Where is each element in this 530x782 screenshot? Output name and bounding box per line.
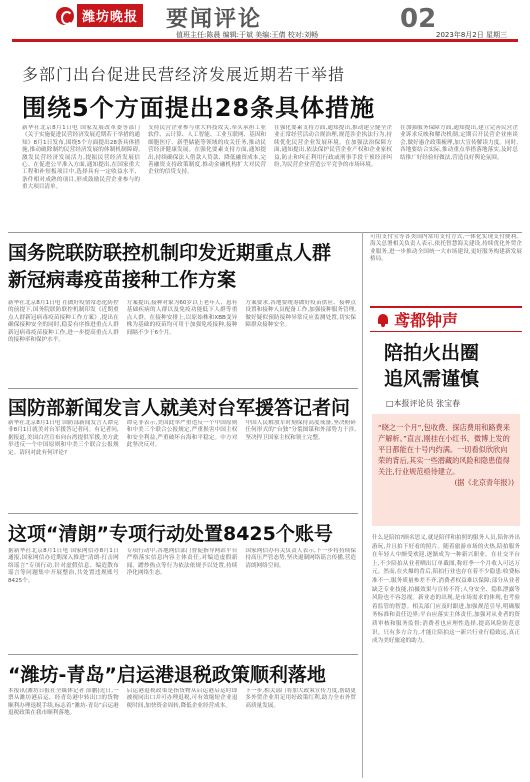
article5-headline: “潍坊-青岛”启运港退税政策顺利落地 bbox=[8, 664, 326, 686]
editorial-body: 什么是陪拍?顾名思义,就是陪伴和拍照的服务人员,陪你外出游玩,并且拍下好看的照片。随着旅游市场的火热,陪拍服务在年轻人中颇受欢迎,逐渐成为一种新兴职业。在社交平台上,不少陪拍从业者晒出订单截图,称旺季一个月收入可达万元。然而,在火爆的背后,陪拍行业也存在着不少隐患:收费标准不一,服务质量参差不齐,消费者权益难以保障;部分从业者缺乏专业技能,拍摄效果与宣传不符;人身安全、隐私泄露等风险也不容忽视。新业态的出现,是市场需求的体现,也考验着监管的智慧。相关部门应及时跟进,加强规范引导,明确服务标准和责任边界;平台应落实主体责任,加强对从业者的资质审核和服务监督;消费者也应理性选择,提高风险防范意识。只有多方合力,才能让陪拍这一新兴行业行稳致远,真正成为美好旅途的助力。 bbox=[372, 535, 520, 645]
article5-body bbox=[8, 688, 356, 778]
article4-body-col: 据新华社北京8月1日电 国家网信办8月1日通报,国家网信办近期深入推进“清朗·打击网络谣言”专项行动,针对虚假信息、编造散布谣言等问题集中开展整治,共处置违规账号8425个。 bbox=[8, 548, 119, 584]
lead-body-col: 在加强服务保障方面,通知提出,建立完善民营企业诉求反映和解决机制,定期召开民营企业座谈会,做好惠企政策梳理,加大宣传解读力度。同时,各地要结合实际,推动重点举措落地落实,及时总结推广好经验好做法,营造良好舆论氛围。 bbox=[400, 125, 518, 161]
lead-body-col: 新华社北京8月1日电 国家发展改革委等部门《关于实施促进民营经济发展近期若干举措的通知》8月1日发布,围绕5个方面提出28条具体措施,推动破除制约民营经济发展的体制机制障碍,激发民营经济发展活力,提振民营经济发展信心。在促进公平准入方面,通知提出,在国家重大工程和补短板项目中,选择具有一定收益水平、条件相对成熟的项目,形成鼓励民营企业参与的重大项目清单。 bbox=[22, 125, 140, 191]
masthead bbox=[0, 0, 530, 44]
article2-headline-line2: 新冠病毒疫苗接种工作方案 bbox=[8, 269, 237, 291]
column-divider bbox=[362, 232, 363, 778]
section-divider bbox=[8, 654, 358, 655]
editor-credits: 值班主任:陈晨 编辑:于斌 美编:王倩 校对:刘畅 bbox=[176, 31, 319, 39]
column-name: 鸢都钟声 bbox=[394, 311, 459, 330]
lead-body-col: 在强化要素支持方面,通知提出,推动建立健全企业正常经营活动合规治理,规范涉企执法行为,持续优化民营企业发展环境。在加强法治保障方面,通知提出,依法保护民营企业产权和企业家权益,防止和纠正利用行政或刑事手段干预经济纠纷,为民营企业营造公平竞争的市场环境。 bbox=[274, 125, 392, 169]
pull-quote-text: “晓之一个月”,包收费、探店费用和路费来产解析。”直言,刚挂在小红书、微博上发的平日都能在十号内约满。一切看似欣欣向荣的背后,其实一些潜藏的风险和隐患值得关注,行业规范亟待建立。 bbox=[378, 423, 510, 476]
column-banner bbox=[370, 306, 522, 332]
article3-body-col: 谭克非表示,美国此举严重违反一个中国原则和中美三个联合公报规定,严重损害中国主权和安全利益,严重破坏台海和平稳定。中方对此坚决反对。 bbox=[126, 420, 238, 449]
article5-body-col: 启运港退税政策是指货物从启运港启运时即被视同出口并可办理退税,可有效缩短企业退税时间,加快资金周转,降低企业经营成本。 bbox=[126, 688, 238, 709]
editorial-headline-line2: 追风需谨慎 bbox=[384, 368, 480, 390]
article4-body-col: 专项行动中,各地网信部门督促指导网站平台严格落实信息内容主体责任,对编造虚假新闻、蹭炒热点等行为依法依规予以处置,持续净化网络生态。 bbox=[126, 548, 238, 577]
logo-text: 潍坊晚报 bbox=[77, 4, 143, 27]
pull-quote-source: (据《北京青年报》) bbox=[454, 478, 514, 487]
article3-body-col: 中国人民解放军时刻保持高度戒备,坚决粉碎任何形式的“台独”分裂图谋和外部势力干涉,坚决捍卫国家主权和领土完整。 bbox=[245, 420, 357, 441]
lead-kicker: 多部门出台促进民营经济发展近期若干举措 bbox=[22, 65, 346, 84]
article4-body-col: 国家网信办有关负责人表示,下一步将持续保持高压严管态势,坚决遏制网络谣言传播,营造清朗网络空间。 bbox=[245, 548, 357, 569]
editorial-byline: □本报评论员 张宝春 bbox=[386, 399, 461, 408]
article5-body-col: 本报讯(潍坊日报社全媒体记者 薛鹏)近日,一票从潍坊港启运、经青岛港中转出口的货物顺利办理退税手续,标志着“潍坊-青岛”启运港退税政策在我市顺利落地。 bbox=[8, 688, 119, 717]
article2-body-col: 方案提出,接种对象为60岁以上老年人、患有基础疾病的人群以及免疫功能低下人群等重点人群。在接种安排上,以原始株和XBB变异株为基础的疫苗均可用于加强免疫接种,接种间隔不少于6个月。 bbox=[126, 300, 238, 336]
article2-body-col: 方案要求,各地要统筹做好疫苗供应、接种点设置和接种人员配备工作,加强接种服务管理,做好疑似预防接种异常反应监测处置,切实保障群众接种安全。 bbox=[245, 300, 357, 329]
article3-body-col: 新华社北京8月1日电 国防部新闻发言人谭克非8月1日就美对台军援答记者问。有记者问,据报道,美国白宫宣布向台湾提供军援,美方此举违反一个中国原则和中美三个联合公报规定。请问对此有何评论? bbox=[8, 420, 119, 456]
article2-headline-line1: 国务院联防联控机制印发近期重点人群 bbox=[8, 242, 332, 264]
logo-mark-icon bbox=[56, 7, 74, 25]
article4-headline: 这项“清朗”专项行动处置8425个账号 bbox=[8, 523, 333, 545]
article2-body-col: 新华社北京8月1日电 在做好疫情常态化防控的前提下,国务院联防联控机制印发《近期重点人群新冠病毒疫苗接种工作方案》,提出在确保接种安全的同时,稳妥有序推进重点人群新冠病毒疫苗接种工作,进一步提高重点人群的接种率和保护水平。 bbox=[8, 300, 119, 344]
section-divider bbox=[8, 232, 522, 233]
article4-body bbox=[8, 548, 356, 648]
editorial-headline bbox=[384, 340, 479, 392]
page-number: 02 bbox=[400, 4, 437, 34]
lead-body bbox=[22, 125, 518, 228]
section-divider bbox=[8, 388, 358, 389]
masthead-rule bbox=[12, 39, 518, 42]
editorial-headline-line1: 陪拍火出圈 bbox=[384, 342, 480, 364]
section-divider bbox=[8, 513, 358, 514]
sidebar-text: 可用支付宝等各类国内常用支付方式,一体化实现支付便利。海关总署相关负责人表示,依托智慧海关建设,持续优化外贸企业服务,进一步推动全国统一大市场建设,更好服务构建新发展格局。 bbox=[370, 234, 522, 263]
article5-body-col: 下一步,相关部门将加大政策宣传力度,帮助更多外贸企业用足用好政策红利,助力全市外贸高质量发展。 bbox=[245, 688, 357, 709]
issue-date: 2023年8月2日 星期三 bbox=[436, 31, 507, 39]
article3-body bbox=[8, 420, 356, 506]
article2-body bbox=[8, 300, 356, 386]
pull-quote-box bbox=[372, 414, 520, 526]
section-title: 要闻评论 bbox=[166, 6, 263, 32]
lead-body-col: 支持民营企业参与重大科技攻关,牵头承担工业软件、云计算、人工智能、工业互联网、基因和细胞医疗、新型储能等领域的攻关任务,推动民营经济健康发展。在强化要素支持方面,通知提出,持续确保法人借款人贷款、降低融资成本,完善融资支持政策制度,推动金融机构扩大对民营企业的信贷支持。 bbox=[148, 125, 266, 176]
article3-headline: 国防部新闻发言人就美对台军援答记者问 bbox=[8, 397, 351, 419]
sidebar-continued-text bbox=[370, 234, 522, 298]
bell-icon bbox=[376, 313, 390, 327]
newspaper-logo bbox=[56, 4, 143, 27]
lead-headline: 围绕5个方面提出28条具体措施 bbox=[22, 94, 376, 122]
